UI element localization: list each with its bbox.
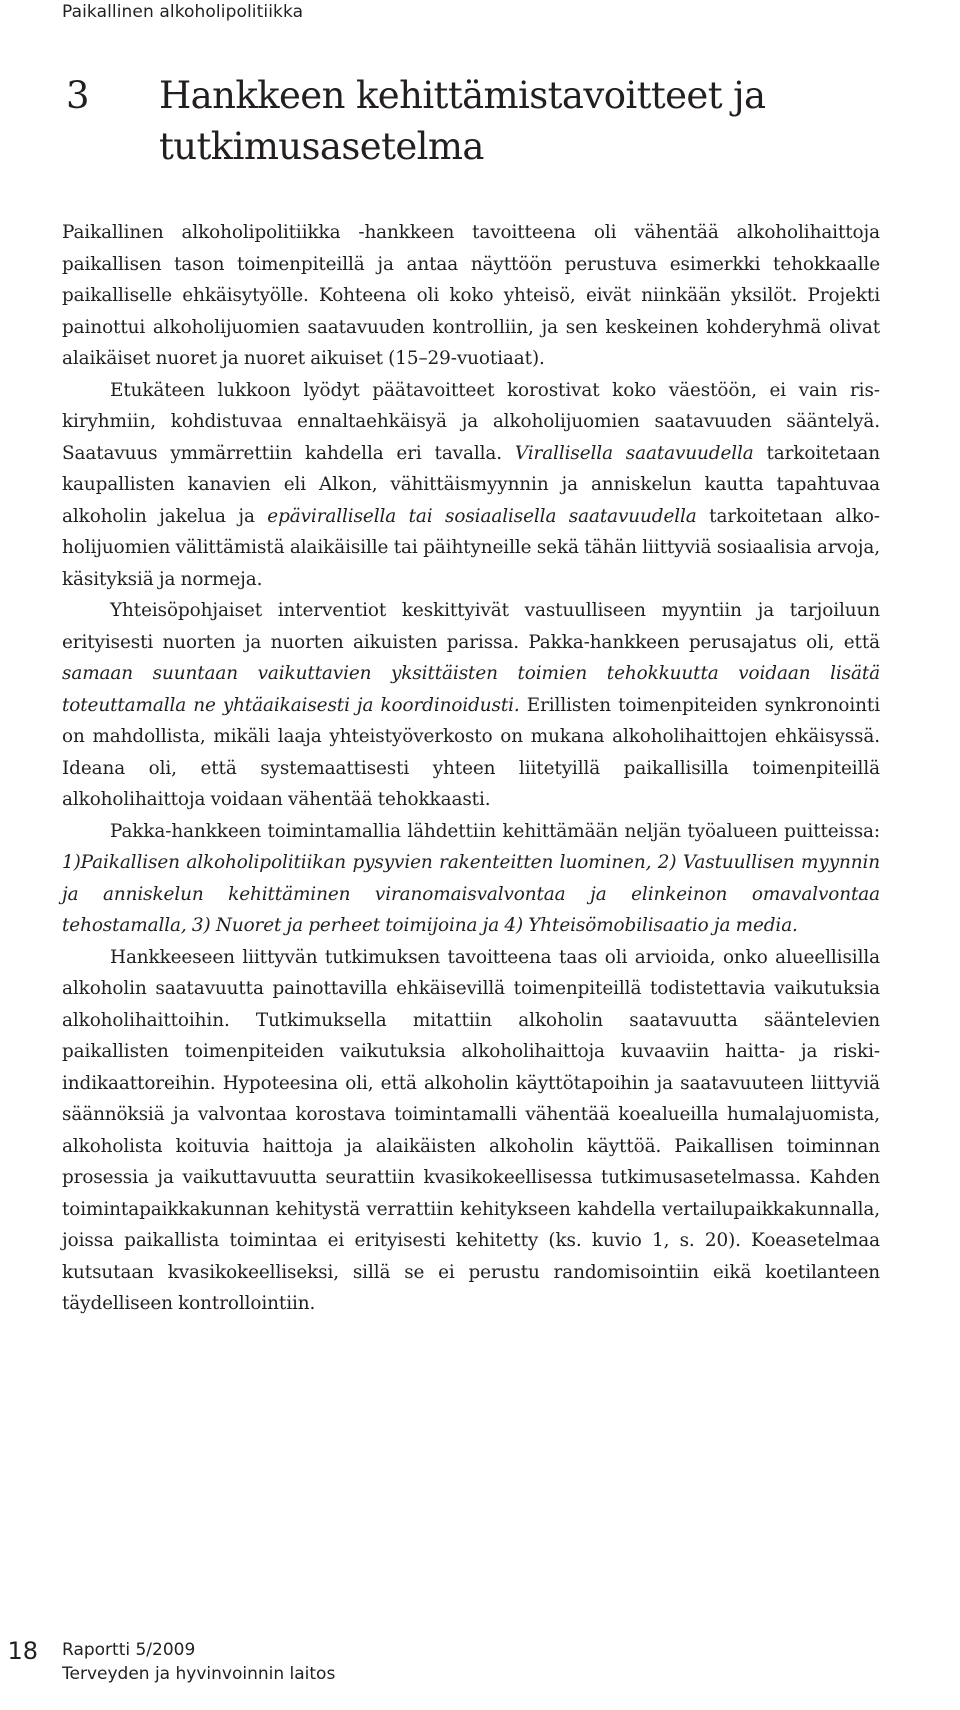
italic-text: 1)Paikallisen alkoholipolitiikan pysyvien rakenteitten luominen, 2) Vastuullisen myynnin ja anniskelun kehittäminen viranomaisvalvontaa ja elinkeinon omavalvontaa tehostamalla, 3) Nuoret ja perheet toimijoina ja 4) Yhteisömobilisaatio ja media.	[62, 852, 880, 936]
text-run: Yhteisöpohjaiset interventiot keskittyivät vastuulliseen myyntiin ja tarjoiluun erityisesti nuorten ja nuorten aikuisten parissa. Pakka-hankkeen perusajatus oli, että	[62, 600, 880, 653]
text-run: Pakka-hankkeen toimintamallia lähdettiin kehittämään neljän työalueen puitteissa:	[110, 820, 880, 842]
text-run: Erillisten toimenpiteiden synkronointi on mahdollista, mikäli laaja yhteistyöverkosto on mukana alkoholihaittojen ehkäisyssä. Ideana oli, että systemaattisesti yhteen liitetyillä paikallisilla toimenpiteillä alkoholihaittoja voidaan vähentää tehokkaasti.	[62, 694, 880, 810]
chapter-number: 3	[66, 74, 89, 117]
text-run: Etukäteen lukkoon lyödyt päätavoitteet korostivat koko väestöön, ei vain riskiryhmiin, kohdistuvaa ennaltaehkäisyä ja alkoholijuomien saatavuuden sääntelyä. Saatavuus ymmärrettiin kahdella eri tavalla.	[62, 379, 880, 464]
paragraph	[62, 375, 880, 596]
italic-text: epävirallisella tai sosiaalisella saatavuudella	[267, 505, 697, 527]
text-run: tarkoitetaan alkoholijuomien välittämistä alaikäisille tai päihtyneille sekä tähän liittyviä sosiaalisia arvoja, käsityksiä ja normeja.	[62, 505, 881, 590]
report-number: Raportti 5/2009	[62, 1640, 196, 1660]
publisher-name: Terveyden ja hyvinvoinnin laitos	[62, 1664, 336, 1684]
running-header: Paikallinen alkoholipolitiikka	[62, 2, 304, 22]
italic-text: Virallisella saatavuudella	[514, 442, 754, 464]
text-run: Hankkeeseen liittyvän tutkimuksen tavoitteena taas oli arvioida, onko alueellisilla alkoholin saatavuutta painottavilla ehkäisevillä toimenpiteillä todistettavia vaikutuksia alkoholihaittoihin. Tutkimuksella mitattiin alkoholin saatavuutta sääntelevien paikallisten toimenpiteiden vaikutuksia alkoholihaittoja kuvaaviin haitta- ja riski-indikaattoreihin. Hypoteesina oli, että alkoholin käyttötapoihin ja saatavuuteen liittyviä säännöksiä ja valvontaa korostava toimintamalli vähentää koealueilla humalajuomista, alkoholista koituvia haittoja ja alaikäisten alkoholin käyttöä. Paikallisen toiminnan prosessia ja vaikuttavuutta seurattiin kvasikokeellisessa tutkimusasetelmassa. Kahden toimintapaikkakunnan kehitystä verrattiin kehitykseen kahdella vertailupaikkakunnalla, joissa paikallista toimintaa ei erityisesti kehitetty (ks. kuvio 1, s. 20). Koeasetelmaa kutsutaan kvasikokeelliseksi, sillä se ei perustu randomisointiin eikä koetilanteen täydelliseen kontrollointiin.	[62, 946, 880, 1314]
chapter-title: Hankkeen kehittämistavoitteet ja tutkimusasetelma	[159, 74, 766, 168]
paragraph	[62, 942, 880, 1320]
text-run: Paikallinen alkoholipolitiikka -hankkeen tavoitteena oli vähentää alkoholihaittoja paikallisen tason toimenpiteillä ja antaa näyttöön perustuva esimerkki tehokkaalle paikalliselle ehkäisytyölle. Kohteena oli koko yhteisö, eivät niinkään yksilöt. Projekti painottui alkoholijuomien saatavuuden kontrolliin, ja sen keskeinen kohderyhmä olivat alaikäiset nuoret ja nuoret aikuiset (15–29-vuotiaat).	[62, 222, 880, 369]
text-run: tarkoitetaan kaupallisten kanavien eli Alkon, vähittäismyynnin ja anniskelun kautta tapahtuvaa alkoholin jakelua ja	[62, 442, 880, 527]
paragraph	[62, 595, 880, 816]
body-text	[62, 217, 880, 1320]
paragraph	[62, 816, 880, 942]
page-number: 18	[7, 1637, 38, 1665]
publication-info	[62, 1638, 335, 1686]
italic-text: samaan suuntaan vaikuttavien yksittäisten toimien tehokkuutta voidaan lisätä toteuttamalla ne yhtäaikaisesti ja koordinoidusti.	[62, 663, 880, 716]
paragraph	[62, 217, 880, 375]
chapter-heading	[66, 70, 926, 172]
